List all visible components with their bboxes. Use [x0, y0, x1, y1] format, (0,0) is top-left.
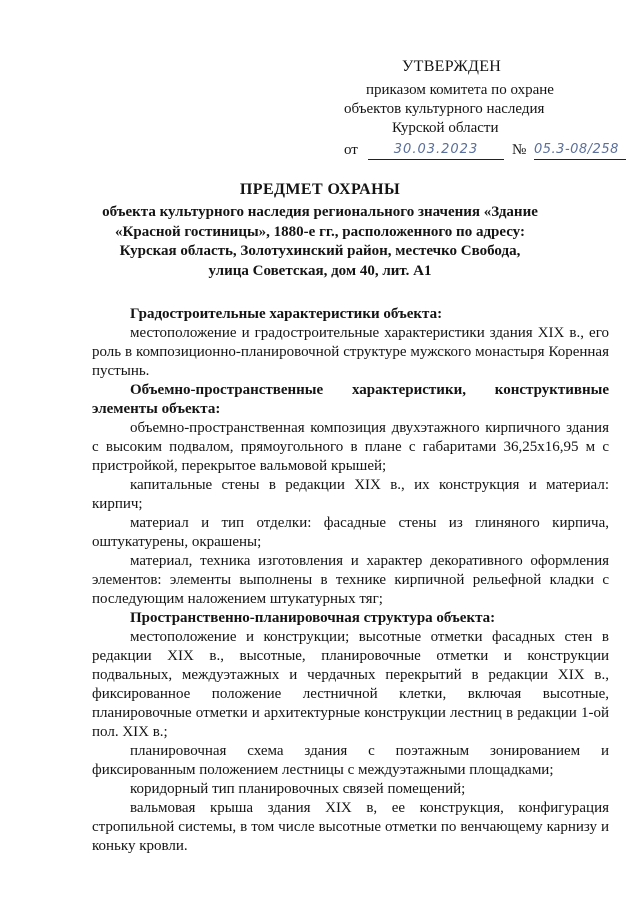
paragraph: капитальные стены в редакции XIX в., их конструкция и материал: кирпич;: [92, 477, 609, 512]
heading-title: ПРЕДМЕТ ОХРАНЫ: [239, 181, 401, 198]
paragraph: местоположение и градостроительные характеристики здания XIX в., его роль в композиционно-планировочной структуре мужского монастыря Коренная пустынь.: [92, 325, 609, 379]
paragraph: материал, техника изготовления и характер декоративного оформления элементов: элементы выполнены в технике кирпичной рельефной кладки с последующим наложением штукатурных тяг;: [92, 553, 609, 607]
approval-line-3: Курской области: [392, 120, 499, 136]
paragraph: коридорный тип планировочных связей помещений;: [130, 781, 466, 797]
paragraph: материал и тип отделки: фасадные стены из глиняного кирпича, оштукатурены, окрашены;: [92, 515, 609, 550]
section-heading-volume: Объемно-пространственные характеристики, конструктивные элементы объекта:: [92, 382, 609, 417]
order-number-label: №: [512, 142, 527, 158]
document-body: [92, 305, 609, 856]
heading-line: «Красной гостиницы», 1880-е гг., расположенного по адресу:: [115, 223, 525, 240]
heading-line: улица Советская, дом 40, лит. А1: [208, 262, 432, 279]
order-date-handwritten: 30.03.2023: [368, 142, 504, 160]
approval-title: УТВЕРЖДЕН: [402, 58, 502, 75]
section-heading-urban: Градостроительные характеристики объекта:: [130, 306, 443, 322]
section-heading-planning: Пространственно-планировочная структура объекта:: [130, 610, 496, 626]
paragraph: объемно-пространственная композиция двухэтажного кирпичного здания с высоким подвалом, прямоугольного в плане с габаритами 36,25х16,95 м с пристройкой, перекрытое вальмовой крышей;: [92, 420, 609, 474]
document-heading: [40, 181, 600, 281]
heading-line: объекта культурного наследия регионального значения «Здание: [102, 204, 538, 220]
heading-line: Курская область, Золотухинский район, местечко Свобода,: [119, 243, 521, 259]
paragraph: планировочная схема здания с поэтажным зонированием и фиксированным положением лестницы с междуэтажными площадками;: [92, 743, 609, 778]
approval-line-1: приказом комитета по охране: [366, 82, 554, 98]
order-date-prefix: от: [344, 142, 358, 158]
order-number-handwritten: 05.3-08/258: [534, 142, 626, 160]
approval-order-line: [344, 142, 634, 164]
approval-line-2: объектов культурного наследия: [344, 101, 545, 117]
paragraph: вальмовая крыша здания XIX в, ее конструкция, конфигурация стропильной системы, в том числе высотные отметки по венчающему карнизу и коньку кровли.: [92, 800, 609, 854]
paragraph: местоположение и конструкции; высотные отметки фасадных стен в редакции XIX в., высотные, планировочные отметки и конструкции подвальных, междуэтажных и чердачных перекрытий в редакции XIX в., фиксированное положение лестничной клетки, включая высотные, планировочные отметки и архитектурные конструкции лестниц в редакции 1-ой пол. XIX в.;: [92, 629, 609, 740]
